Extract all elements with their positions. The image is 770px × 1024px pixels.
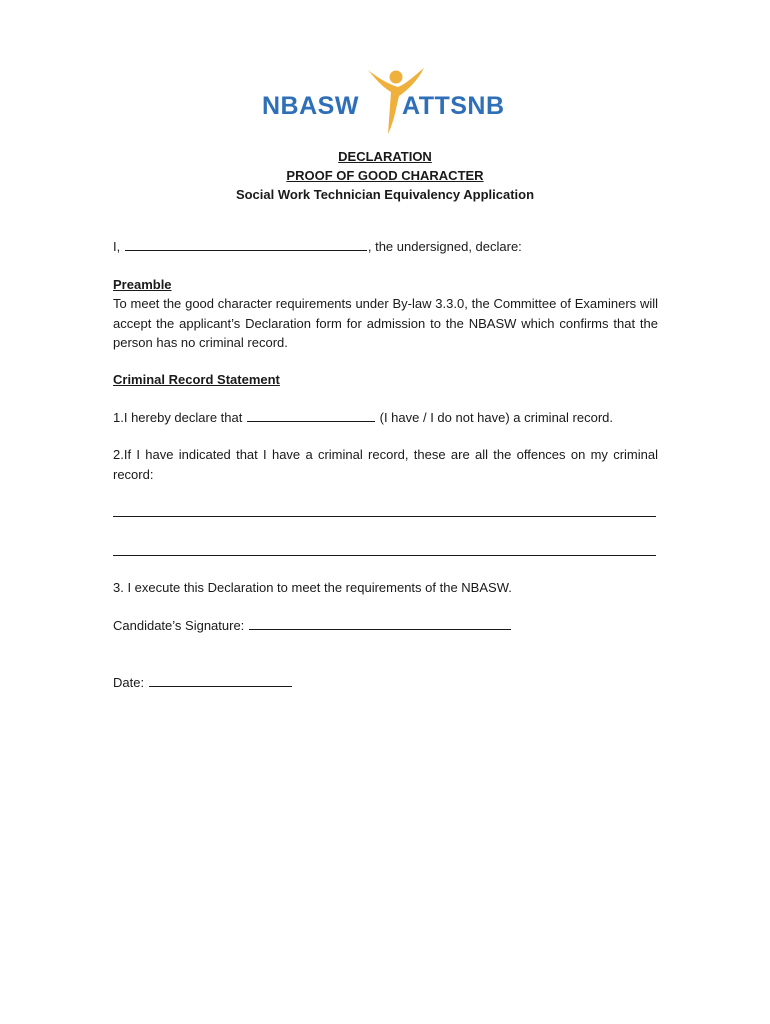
criminal-record-item-3: 3. I execute this Declaration to meet the requirements of the NBASW. <box>113 580 512 595</box>
declarant-name-field[interactable] <box>125 238 367 251</box>
title-declaration: DECLARATION <box>338 149 432 164</box>
signature-line <box>113 616 658 636</box>
preamble-body: To meet the good character requirements under By-law 3.3.0, the Committee of Examiners will accept the applicant’s Declaration form for admission to the NBASW which confirms that the person has no criminal record. <box>113 296 658 350</box>
logo-text-nbasw: NBASW <box>262 92 359 120</box>
criminal-record-item-2: 2.If I have indicated that I have a criminal record, these are all the offences on my criminal record: <box>113 447 658 482</box>
preamble-heading: Preamble <box>113 277 172 292</box>
signature-label: Candidate’s Signature: <box>113 618 245 633</box>
nbasw-logo <box>262 66 512 136</box>
criminal-record-heading: Criminal Record Statement <box>113 372 280 387</box>
title-proof-of-good-character: PROOF OF GOOD CHARACTER <box>286 168 484 183</box>
offences-line-2[interactable] <box>113 555 656 556</box>
have-or-have-not-field[interactable] <box>247 409 375 422</box>
logo-text-attsnb: ATTSNB <box>402 92 505 120</box>
date-line <box>113 673 658 693</box>
signature-field[interactable] <box>249 617 511 630</box>
item1-suffix: (I have / I do not have) a criminal record. <box>379 410 613 425</box>
declarant-line <box>113 237 658 257</box>
declarant-suffix: , the undersigned, declare: <box>367 239 522 254</box>
date-label: Date: <box>113 675 145 690</box>
offences-line-1[interactable] <box>113 516 656 517</box>
date-field[interactable] <box>149 674 292 687</box>
title-application-type: Social Work Technician Equivalency Application <box>235 187 535 202</box>
item1-prefix: 1.I hereby declare that <box>113 410 243 425</box>
declarant-prefix: I, <box>113 239 121 254</box>
criminal-record-item-1 <box>113 408 658 428</box>
